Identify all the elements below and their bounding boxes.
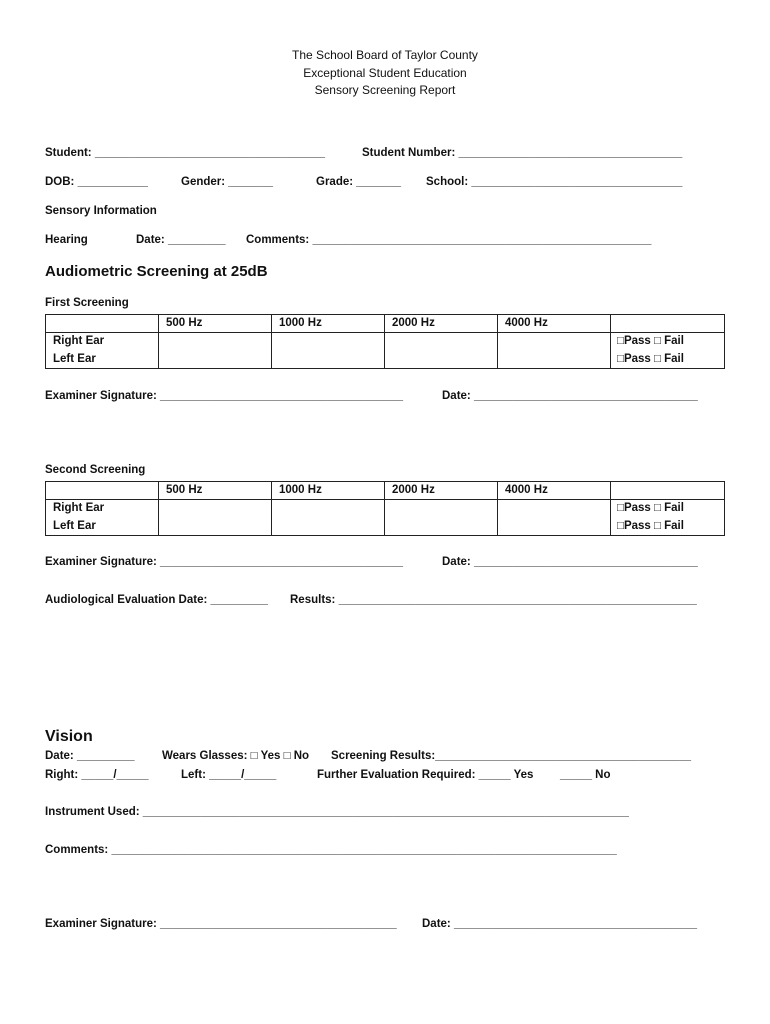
grade-field[interactable]: Grade: _______ <box>316 176 402 188</box>
column-500hz: 500 Hz <box>159 315 272 333</box>
table-header-blank <box>46 482 159 500</box>
row-left-ear: Left Ear <box>46 351 159 369</box>
pass-fail-checkbox[interactable]: □Pass □ Fail <box>611 518 725 536</box>
cell-right-2000[interactable] <box>385 500 498 518</box>
instrument-used-field[interactable]: Instrument Used: ____________________________________________________________________________ <box>45 806 629 818</box>
audiological-evaluation-date-field[interactable]: Audiological Evaluation Date: _________ <box>45 594 269 606</box>
vision-date-field[interactable]: Date: _________ <box>45 750 135 762</box>
column-2000hz: 2000 Hz <box>385 482 498 500</box>
table-header-blank <box>46 315 159 333</box>
header-line-3: Sensory Screening Report <box>314 83 456 97</box>
school-field[interactable]: School: _________________________________ <box>426 176 683 188</box>
cell-left-500[interactable] <box>159 351 272 369</box>
header-line-2: Exceptional Student Education <box>303 65 467 80</box>
first-screening-label: First Screening <box>45 297 129 309</box>
pass-fail-checkbox[interactable]: □Pass □ Fail <box>611 500 725 518</box>
student-number-field[interactable]: Student Number: ___________________________________ <box>362 147 683 159</box>
vision-examiner-signature-field[interactable]: Examiner Signature: _____________________________________ <box>45 918 397 930</box>
cell-left-2000[interactable] <box>385 518 498 536</box>
column-result <box>611 315 725 333</box>
cell-left-4000[interactable] <box>498 518 611 536</box>
student-field[interactable]: Student: ____________________________________ <box>45 147 326 159</box>
cell-right-500[interactable] <box>159 333 272 351</box>
gender-field[interactable]: Gender: _______ <box>181 176 274 188</box>
cell-right-4000[interactable] <box>498 333 611 351</box>
first-screening-table <box>45 314 725 369</box>
screening-results-field[interactable]: Screening Results:________________________________________ <box>331 750 691 762</box>
cell-right-1000[interactable] <box>272 500 385 518</box>
hearing-date-field[interactable]: Date: _________ <box>136 234 226 246</box>
pass-fail-checkbox[interactable]: □Pass □ Fail <box>611 333 725 351</box>
first-examiner-date-field[interactable]: Date: ___________________________________ <box>442 390 698 402</box>
wears-glasses-checkboxes[interactable]: Wears Glasses: □ Yes □ No <box>162 750 310 762</box>
column-1000hz: 1000 Hz <box>272 482 385 500</box>
pass-fail-checkbox[interactable]: □Pass □ Fail <box>611 351 725 369</box>
vision-heading: Vision <box>45 728 93 745</box>
cell-right-500[interactable] <box>159 500 272 518</box>
second-examiner-signature-field[interactable]: Examiner Signature: ______________________________________ <box>45 556 404 568</box>
row-right-ear: Right Ear <box>46 333 159 351</box>
sensory-information-heading: Sensory Information <box>45 205 157 217</box>
cell-left-1000[interactable] <box>272 351 385 369</box>
column-4000hz: 4000 Hz <box>498 482 611 500</box>
further-evaluation-yes-field[interactable]: Further Evaluation Required: _____ Yes <box>317 769 534 781</box>
audiological-results-field[interactable]: Results: ________________________________________________________ <box>290 594 697 606</box>
column-1000hz: 1000 Hz <box>272 315 385 333</box>
column-2000hz: 2000 Hz <box>385 315 498 333</box>
vision-examiner-date-field[interactable]: Date: ______________________________________ <box>422 918 697 930</box>
cell-left-4000[interactable] <box>498 351 611 369</box>
column-result <box>611 482 725 500</box>
second-examiner-date-field[interactable]: Date: ___________________________________ <box>442 556 698 568</box>
cell-right-1000[interactable] <box>272 333 385 351</box>
vision-comments-field[interactable]: Comments: _______________________________________________________________________________ <box>45 844 617 856</box>
cell-left-500[interactable] <box>159 518 272 536</box>
cell-left-2000[interactable] <box>385 351 498 369</box>
audiometric-heading: Audiometric Screening at 25dB <box>45 263 268 280</box>
header-line-1: The School Board of Taylor County <box>292 48 478 62</box>
first-examiner-signature-field[interactable]: Examiner Signature: ______________________________________ <box>45 390 404 402</box>
row-left-ear: Left Ear <box>46 518 159 536</box>
hearing-comments-field[interactable]: Comments: _____________________________________________________ <box>246 234 652 246</box>
dob-field[interactable]: DOB: ___________ <box>45 176 148 188</box>
cell-left-1000[interactable] <box>272 518 385 536</box>
further-evaluation-no-field[interactable]: _____ No <box>560 769 611 781</box>
cell-right-4000[interactable] <box>498 500 611 518</box>
second-screening-label: Second Screening <box>45 464 146 476</box>
column-4000hz: 4000 Hz <box>498 315 611 333</box>
cell-right-2000[interactable] <box>385 333 498 351</box>
right-acuity-field[interactable]: Right: _____/_____ <box>45 769 149 781</box>
row-right-ear: Right Ear <box>46 500 159 518</box>
column-500hz: 500 Hz <box>159 482 272 500</box>
left-acuity-field[interactable]: Left: _____/_____ <box>181 769 277 781</box>
second-screening-table <box>45 481 725 536</box>
hearing-label: Hearing <box>45 234 88 246</box>
